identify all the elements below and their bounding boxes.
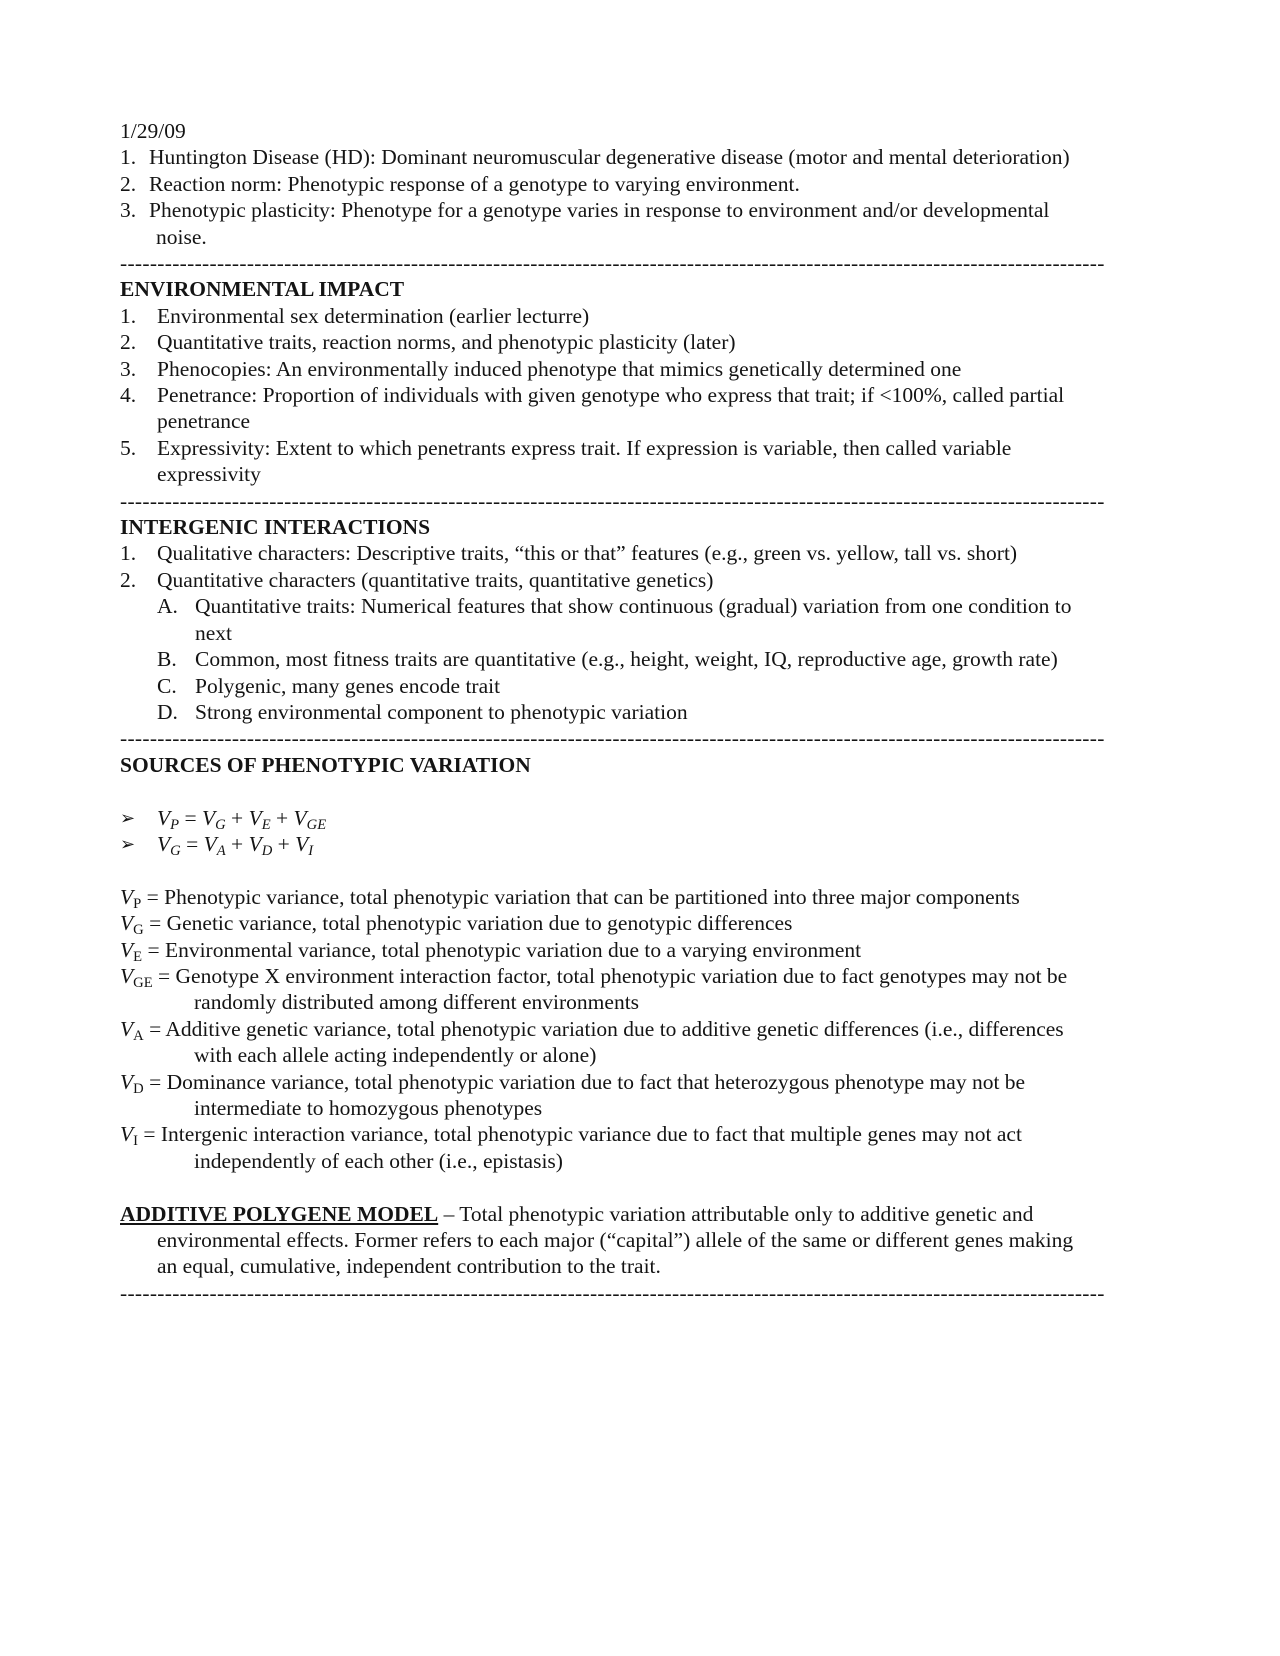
formula-symbol: V bbox=[157, 831, 171, 856]
item-text: Quantitative characters (quantitative traits, quantitative genetics) bbox=[157, 567, 714, 592]
definition-vi bbox=[120, 1121, 1160, 1174]
definition-subscript: GE bbox=[133, 975, 153, 991]
section-heading-sources: SOURCES OF PHENOTYPIC VARIATION bbox=[120, 752, 531, 777]
item-number: 3. bbox=[120, 356, 137, 381]
definition-text: = Intergenic interaction variance, total phenotypic variance due to fact that multiple genes may not act bbox=[138, 1122, 1022, 1147]
item-text: Reaction norm: Phenotypic response of a genotype to varying environment. bbox=[149, 171, 800, 196]
definition-symbol: V bbox=[120, 963, 134, 988]
formula-symbol: V bbox=[201, 805, 216, 830]
definition-subscript: A bbox=[133, 1027, 144, 1044]
arrow-bullet-icon: ➢ bbox=[120, 807, 136, 828]
item-number: 1. bbox=[120, 145, 137, 170]
formula-vg: ➢ VG = VA + VD + VI bbox=[120, 831, 314, 859]
item-text: Phenocopies: An environmentally induced phenotype that mimics genetically determined one bbox=[157, 356, 962, 381]
item-continuation: penetrance bbox=[157, 409, 251, 434]
separator-line: ------------------------------------------------------------------------------------------------------------------------------------ bbox=[120, 251, 1105, 276]
subitem-letter: D. bbox=[157, 699, 178, 724]
formula-subscript: G bbox=[215, 816, 226, 833]
blank-line bbox=[120, 778, 1160, 804]
definition-symbol: V bbox=[120, 937, 134, 962]
intro-item-1 bbox=[120, 144, 1160, 170]
item-number: 2. bbox=[120, 171, 137, 196]
formula-subscript: E bbox=[261, 816, 271, 833]
definition-vp bbox=[120, 884, 1160, 910]
item-number: 5. bbox=[120, 435, 137, 460]
item-continuation: noise. bbox=[156, 224, 207, 249]
apm-title: ADDITIVE POLYGENE MODEL bbox=[120, 1201, 439, 1226]
intergenic-subitem-d bbox=[157, 699, 1160, 725]
formula-subscript: I bbox=[308, 842, 314, 859]
blank-line bbox=[120, 1174, 1160, 1200]
item-text: Penetrance: Proportion of individuals with given genotype who express that trait; if <100%, called partial bbox=[157, 383, 1065, 408]
apm-text: – Total phenotypic variation attributable only to additive genetic and bbox=[438, 1201, 1034, 1226]
separator-line: ------------------------------------------------------------------------------------------------------------------------------------ bbox=[120, 488, 1105, 513]
env-item-3 bbox=[120, 356, 1160, 382]
intergenic-item-1 bbox=[120, 540, 1160, 566]
item-number: 3. bbox=[120, 198, 137, 223]
formula-symbol: V bbox=[248, 805, 262, 830]
document-page bbox=[120, 118, 1160, 1306]
item-continuation: expressivity bbox=[157, 462, 261, 487]
subitem-letter: A. bbox=[157, 594, 178, 619]
separator-line: ------------------------------------------------------------------------------------------------------------------------------------ bbox=[120, 1280, 1105, 1305]
intergenic-subitem-c bbox=[157, 673, 1160, 699]
definition-continuation: with each allele acting independently or alone) bbox=[194, 1043, 597, 1068]
intro-item-2 bbox=[120, 171, 1160, 197]
item-text: Huntington Disease (HD): Dominant neuromuscular degenerative disease (motor and mental deterioration) bbox=[149, 145, 1070, 170]
item-number: 1. bbox=[120, 541, 137, 566]
definition-text: = Dominance variance, total phenotypic variation due to fact that heterozygous phenotype may not be bbox=[143, 1069, 1026, 1094]
definition-symbol: V bbox=[120, 1016, 134, 1041]
definition-subscript: E bbox=[133, 948, 143, 965]
definition-text: = Environmental variance, total phenotypic variation due to a varying environment bbox=[142, 937, 862, 962]
env-item-4 bbox=[120, 382, 1160, 435]
formula-symbol: V bbox=[157, 805, 171, 830]
item-text: Environmental sex determination (earlier lecturre) bbox=[157, 303, 590, 328]
intergenic-subitem-a bbox=[157, 593, 1160, 646]
definition-text: = Genetic variance, total phenotypic variation due to genotypic differences bbox=[143, 911, 793, 936]
definition-text: = Genotype X environment interaction factor, total phenotypic variation due to fact genotypes may not be bbox=[152, 963, 1068, 988]
formula-symbol: V bbox=[295, 831, 309, 856]
section-heading-intergenic: INTERGENIC INTERACTIONS bbox=[120, 515, 431, 540]
definition-text: = Phenotypic variance, total phenotypic variation that can be partitioned into three major components bbox=[141, 884, 1020, 909]
separator-line: ------------------------------------------------------------------------------------------------------------------------------------ bbox=[120, 726, 1105, 751]
subitem-letter: C. bbox=[157, 673, 177, 698]
item-text: Qualitative characters: Descriptive traits, “this or that” features (e.g., green vs. yellow, tall vs. short) bbox=[157, 541, 1018, 566]
formula-vp: ➢ VP = VG + VE + VGE bbox=[120, 805, 327, 833]
definition-subscript: G bbox=[133, 922, 144, 939]
definition-symbol: V bbox=[120, 1069, 134, 1094]
date: 1/29/09 bbox=[120, 119, 186, 143]
subitem-text: Common, most fitness traits are quantitative (e.g., height, weight, IQ, reproductive age, growth rate) bbox=[195, 647, 1058, 672]
subitem-text: Strong environmental component to phenotypic variation bbox=[195, 699, 688, 724]
apm-continuation-2: an equal, cumulative, independent contribution to the trait. bbox=[157, 1254, 661, 1279]
env-item-2 bbox=[120, 329, 1160, 355]
item-number: 4. bbox=[120, 383, 137, 408]
formula-symbol: V bbox=[203, 831, 217, 856]
apm-continuation-1: environmental effects. Former refers to each major (“capital”) allele of the same or different genes making bbox=[157, 1227, 1074, 1252]
blank-line bbox=[120, 857, 1160, 883]
env-item-1 bbox=[120, 303, 1160, 329]
intro-item-3 bbox=[120, 197, 1160, 250]
subitem-continuation: next bbox=[195, 620, 233, 645]
definition-vg bbox=[120, 910, 1160, 939]
definition-continuation: independently of each other (i.e., epistasis) bbox=[194, 1148, 563, 1173]
definition-vd bbox=[120, 1069, 1160, 1122]
additive-polygene-model bbox=[120, 1201, 1160, 1280]
subitem-letter: B. bbox=[157, 647, 177, 672]
definition-continuation: randomly distributed among different environments bbox=[194, 990, 640, 1015]
definition-va bbox=[120, 1016, 1160, 1069]
formula-subscript: GE bbox=[306, 816, 327, 833]
formula-subscript: P bbox=[170, 816, 180, 833]
item-number: 2. bbox=[120, 567, 137, 592]
intergenic-item-2 bbox=[120, 567, 1160, 593]
item-text: Expressivity: Extent to which penetrants express trait. If expression is variable, then called variable bbox=[157, 435, 1012, 460]
definition-text: = Additive genetic variance, total phenotypic variation due to additive genetic differences (i.e., differences bbox=[143, 1016, 1064, 1041]
formula-symbol: V bbox=[293, 805, 307, 830]
item-number: 1. bbox=[120, 303, 137, 328]
item-text: Quantitative traits, reaction norms, and phenotypic plasticity (later) bbox=[157, 330, 736, 355]
subitem-text: Polygenic, many genes encode trait bbox=[195, 673, 501, 698]
item-text: Phenotypic plasticity: Phenotype for a genotype varies in response to environment and/or developmental bbox=[149, 198, 1050, 223]
definition-continuation: intermediate to homozygous phenotypes bbox=[194, 1095, 543, 1120]
definition-subscript: P bbox=[133, 895, 142, 912]
section-heading-environmental: ENVIRONMENTAL IMPACT bbox=[120, 277, 405, 302]
formula-subscript: G bbox=[170, 842, 181, 859]
definition-ve bbox=[120, 937, 1160, 963]
env-item-5 bbox=[120, 435, 1160, 488]
definition-symbol: V bbox=[120, 1122, 134, 1147]
definition-subscript: I bbox=[133, 1133, 139, 1150]
arrow-bullet-icon: ➢ bbox=[120, 833, 136, 854]
formula-subscript: D bbox=[261, 842, 273, 859]
formula-symbol: V bbox=[248, 831, 262, 856]
item-number: 2. bbox=[120, 330, 137, 355]
definition-subscript: D bbox=[133, 1080, 144, 1097]
definition-symbol: V bbox=[120, 884, 134, 909]
definition-symbol: V bbox=[120, 911, 134, 936]
definition-vge bbox=[120, 963, 1160, 1016]
subitem-text: Quantitative traits: Numerical features that show continuous (gradual) variation from one condition to bbox=[195, 594, 1072, 619]
formula-subscript: A bbox=[216, 842, 226, 859]
intergenic-subitem-b bbox=[157, 646, 1160, 672]
